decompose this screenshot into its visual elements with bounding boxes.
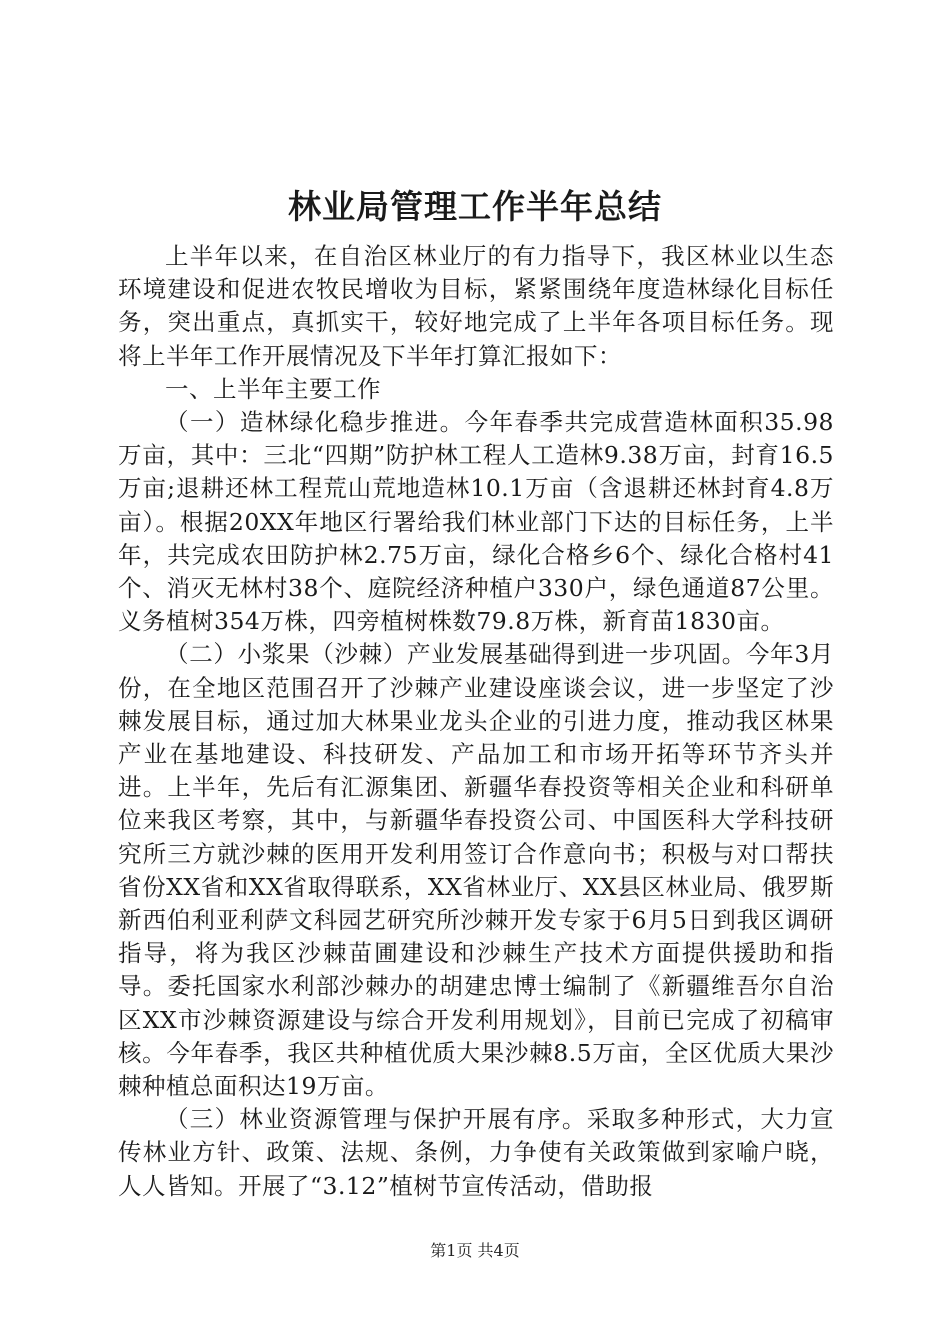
paragraph-resource-management: （三）林业资源管理与保护开展有序。采取多种形式，大力宣传林业方针、政策、法规、条例，力争使有关政策做到家喻户晓，人人皆知。开展了“3.12”植树节宣传活动，借助报 (118, 1105, 834, 1200)
paragraph-afforestation: （一）造林绿化稳步推进。今年春季共完成营造林面积35.98万亩，其中：三北“四期”防护林工程人工造林9.38万亩，封育16.5万亩;退耕还林工程荒山荒地造林10.1万亩（含退耕还林封育4.8万亩）。根据20XX年地区行署给我们林业部门下达的目标任务，上半年，共完成农田防护林2.75万亩，绿化合格乡6个、绿化合格村41个、消灭无林村38个、庭院经济种植户330户，绿色通道87公里。义务植树354万株，四旁植树株数79.8万株，新育苗1830亩。 (118, 408, 834, 636)
paragraph-seabuckthorn: （二）小浆果（沙棘）产业发展基础得到进一步巩固。今年3月份，在全地区范围召开了沙棘产业建设座谈会议，进一步坚定了沙棘发展目标，通过加大林果业龙头企业的引进力度，推动我区林果产业在基地建设、科技研发、产品加工和市场开拓等环节齐头并进。上半年，先后有汇源集团、新疆华春投资等相关企业和科研单位来我区考察，其中，与新疆华春投资公司、中国医科大学科技研究所三方就沙棘的医用开发利用签订合作意向书；积极与对口帮扶省份XX省和XX省取得联系，XX省林业厅、XX县区林业局、俄罗斯新西伯利亚利萨文科园艺研究所沙棘开发专家于6月5日到我区调研指导，将为我区沙棘苗圃建设和沙棘生产技术方面提供援助和指导。委托国家水利部沙棘办的胡建忠博士编制了《新疆维吾尔自治区XX市沙棘资源建设与综合开发利用规划》，目前已完成了初稿审核。今年春季，我区共种植优质大果沙棘8.5万亩，全区优质大果沙棘种植总面积达19万亩。 (118, 640, 834, 1101)
section-heading: 一、上半年主要工作 (165, 374, 381, 403)
paragraph-intro: 上半年以来，在自治区林业厅的有力指导下，我区林业以生态环境建设和促进农牧民增收为目标，紧紧围绕年度造林绿化目标任务，突出重点，真抓实干，较好地完成了上半年各项目标任务。现将上半年工作开展情况及下半年打算汇报如下： (118, 242, 834, 370)
document-body (118, 240, 834, 1203)
document-title: 林业局管理工作半年总结 (288, 187, 662, 226)
page-footer: 第1页 共4页 (430, 1241, 520, 1260)
